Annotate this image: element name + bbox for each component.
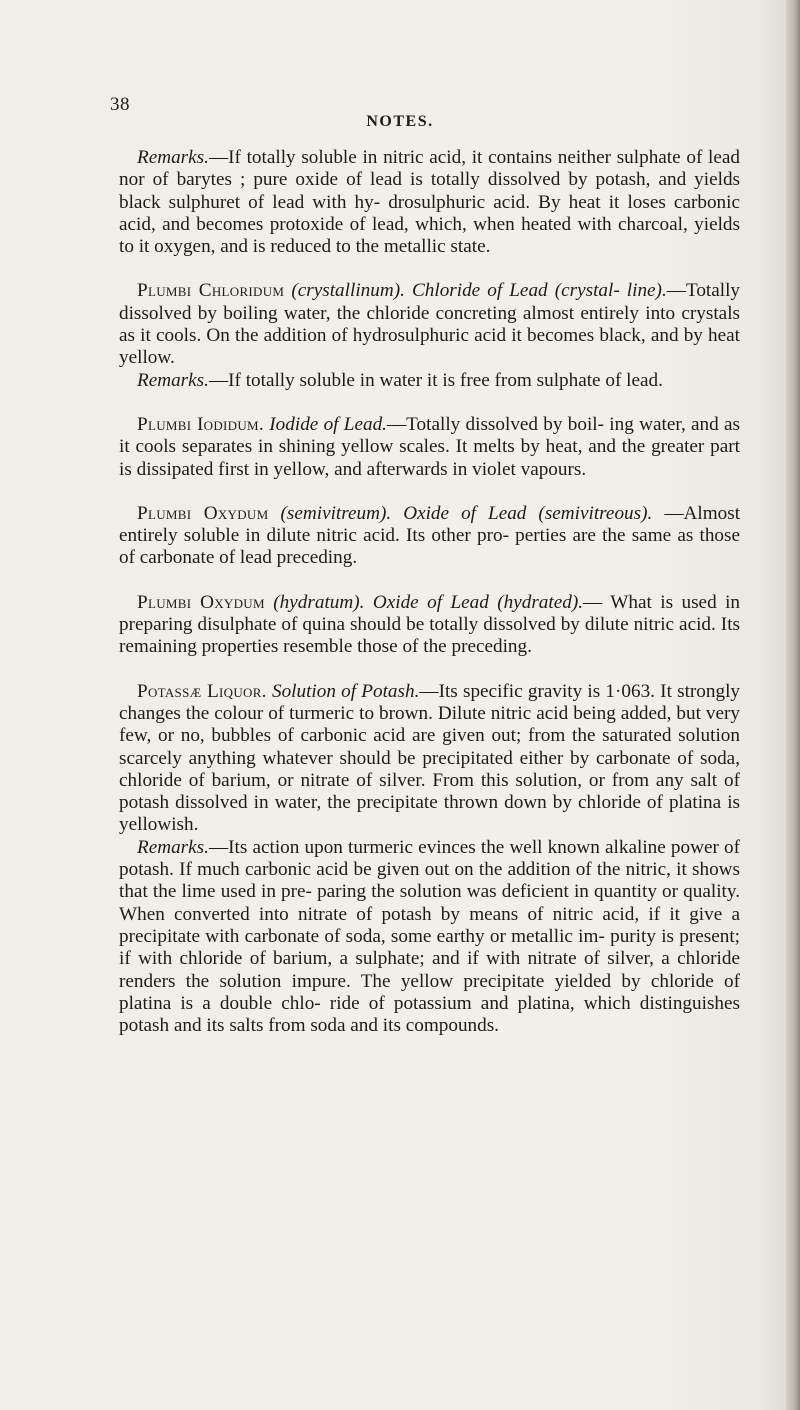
paragraph-text: —If totally soluble in water it is free from sulphate of lead. [208, 369, 663, 391]
entry-english-name: Chloride of Lead (crystal- line). [411, 280, 667, 302]
paragraph-remarks-chloride [119, 370, 740, 392]
entry-plumbi-chloridum [119, 280, 740, 369]
paragraph-text: —If totally soluble in nitric acid, it contains neither sulphate of lead nor of barytes ; pure oxide of lead is totally dissolved by potash, and yields black sulphuret of lead with hy- drosulphuric acid. By heat it loses carbonic acid, and becomes protoxide of lead, which, when heated with charcoal, yields to it oxygen, and is reduced to the metallic state. [119, 147, 740, 258]
entry-text: — What is used in preparing disulphate of quina should be totally dissolved by dilute nitric acid. Its remaining properties resemble those of the preceding. [119, 591, 741, 658]
running-head: NOTES. [366, 113, 434, 130]
entry-english-name: Oxide of Lead (hydrated). [372, 591, 584, 613]
entry-plumbi-oxydum-hydratum [119, 592, 740, 659]
page-number: 38 [110, 94, 130, 115]
entry-english-name: Iodide of Lead. [269, 413, 387, 435]
entry-latin-qualifier: (hydratum). [273, 591, 365, 613]
entry-latin-qualifier: (crystallinum). [291, 280, 405, 302]
entry-heading: Plumbi Oxydum [137, 502, 269, 524]
entry-english-name: Oxide of Lead (semivitreous). [403, 502, 653, 524]
entry-text: —Totally dissolved by boiling water, the chloride concreting almost entirely into crystals as it cools. On the addition of hydrosulphuric acid it becomes black, and by heat yellow. [119, 280, 741, 369]
remarks-label: Remarks. [137, 147, 209, 168]
entry-plumbi-oxydum-semivitreum [119, 503, 740, 570]
entry-text: —Almost entirely soluble in dilute nitric acid. Its other pro- perties are the same as those of carbonate of lead preceding. [119, 502, 741, 569]
entry-text: —Totally dissolved by boil- ing water, and as it cools separates in shining yellow scales. It melts by heat, and the greater part is dissipated first in yellow, and afterwards in violet vapours. [119, 413, 741, 480]
entry-plumbi-iodidum [119, 414, 740, 481]
entry-heading: Plumbi Iodidum. [137, 413, 264, 435]
entry-heading: Plumbi Chloridum [137, 280, 285, 302]
entry-english-name: Solution of Potash. [271, 680, 420, 702]
paragraph-remarks-potash [119, 837, 740, 1038]
entry-heading: Potassæ Liquor. [137, 680, 267, 702]
entry-text: —Its specific gravity is 1·063. It strongly changes the colour of turmeric to brown. Dilute nitric acid being added, but very few, or no, bubbles of carbonic acid are given out; from the saturated solution scarcely anything whatever should be precipitated either by carbonate of soda, chloride of barium, or nitrate of silver. From this solution, or from any salt of potash dissolved in water, the precipitate thrown down by chloride of platina is yellowish. [119, 680, 741, 836]
remarks-label: Remarks. [137, 369, 209, 391]
paragraph-remarks-carbonate [119, 147, 740, 258]
paragraph-text: —Its action upon turmeric evinces the well known alkaline power of potash. If much carbonic acid be given out on the addition of the nitric, it shows that the lime used in pre- paring the solution was deficient in quantity or quality. When converted into nitrate of potash by means of nitric acid, if it give a precipitate with carbonate of soda, some earthy or metallic im- purity is present; if with chloride of barium, a sulphate; and if with nitrate of silver, a chloride renders the solution impure. The yellow precipitate yielded by chloride of platina is a double chlo- ride of potassium and platina, which distinguishes potash and its salts from soda and its compounds. [119, 836, 740, 1037]
entry-potassae-liquor [119, 681, 740, 837]
entry-heading: Plumbi Oxydum [137, 591, 265, 613]
body-text [119, 147, 740, 1037]
page-edge-shadow [786, 0, 800, 1410]
entry-latin-qualifier: (semivitreum). [280, 502, 392, 524]
remarks-label: Remarks. [137, 836, 209, 858]
